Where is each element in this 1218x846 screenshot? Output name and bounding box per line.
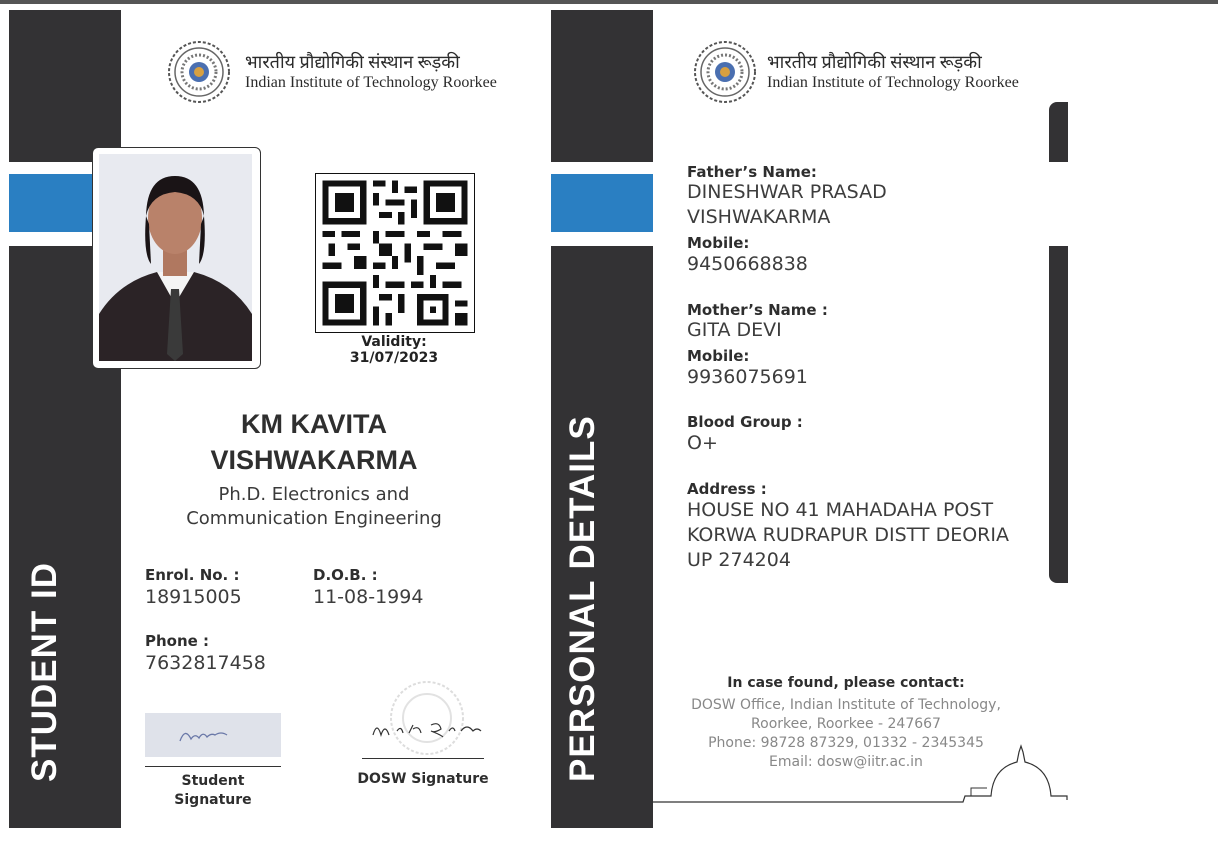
student-name-line2: VISHWAKARMA: [210, 445, 418, 475]
address-line1: HOUSE NO 41 MAHADAHA POST: [687, 499, 994, 521]
address-label: Address :: [687, 480, 767, 498]
mother-mobile-value: 9936075691: [687, 366, 808, 388]
institute-name-english: Indian Institute of Technology Roorkee: [245, 74, 497, 91]
blood-group-value: O+: [687, 432, 718, 454]
back-blue-accent-band: [551, 174, 653, 232]
student-signature-caption: [145, 772, 281, 810]
left-rail-top: [9, 10, 121, 162]
dosw-signature-image: [369, 715, 484, 743]
dosw-signature-caption: DOSW Signature: [357, 771, 489, 787]
validity-date: Validity: 31/07/2023: [349, 334, 439, 366]
contact-line3: Phone: 98728 87329, 01332 - 2345345: [708, 735, 984, 751]
building-outline-icon: [653, 740, 1069, 804]
student-id-card-back: [551, 10, 1071, 828]
program-line2: Communication Engineering: [186, 508, 442, 529]
back-right-tab-bottom: [1049, 246, 1068, 583]
student-signature-caption-line1: Student: [181, 773, 245, 789]
dosw-signature-line: [362, 758, 484, 759]
program: [139, 483, 489, 531]
address-line2: KORWA RUDRAPUR DISTT DEORIA: [687, 524, 1009, 546]
student-signature-image: [145, 713, 281, 757]
student-name-line1: KM KAVITA: [241, 409, 387, 439]
page-top-border: [0, 0, 1218, 4]
qr-code-icon: [315, 173, 475, 333]
address-line3: UP 274204: [687, 549, 791, 571]
father-name-line2: VISHWAKARMA: [687, 206, 831, 228]
back-institute-header: [693, 40, 1019, 104]
father-name-label: Father’s Name:: [687, 163, 817, 181]
program-line1: Ph.D. Electronics and: [218, 484, 410, 505]
father-mobile-value: 9450668838: [687, 253, 808, 275]
mother-name-value: GITA DEVI: [687, 319, 782, 341]
dob-label: D.O.B. :: [313, 566, 378, 584]
student-photo-frame: [92, 147, 261, 369]
enrol-value: 18915005: [145, 586, 242, 608]
student-photo: [99, 154, 252, 361]
father-mobile-label: Mobile:: [687, 234, 750, 252]
student-id-title: STUDENT ID: [25, 562, 64, 782]
institute-name-hindi: भारतीय प्रौद्योगिकी संस्थान रूड़की: [245, 52, 460, 72]
back-institute-name-hindi: भारतीय प्रौद्योगिकी संस्थान रूड़की: [767, 52, 982, 72]
institute-header: [167, 40, 497, 104]
dob-value: 11-08-1994: [313, 586, 424, 608]
contact-heading: In case found, please contact:: [727, 675, 965, 691]
contact-line4: Email: dosw@iitr.ac.in: [769, 754, 923, 770]
iit-roorkee-seal-icon: [167, 40, 231, 104]
mother-name-label: Mother’s Name :: [687, 301, 828, 319]
personal-details-title: PERSONAL DETAILS: [563, 415, 602, 782]
phone-value: 7632817458: [145, 652, 266, 674]
phone-label: Phone :: [145, 632, 210, 650]
student-id-card-front: [9, 10, 541, 828]
iit-roorkee-seal-icon: [693, 40, 757, 104]
back-left-rail-bottom: [551, 246, 653, 828]
student-name: [139, 406, 489, 478]
signature-scribble-icon: [145, 713, 281, 757]
enrol-label: Enrol. No. :: [145, 566, 240, 584]
student-signature-caption-line2: Signature: [174, 792, 252, 808]
back-left-rail-top: [551, 10, 653, 162]
mother-mobile-label: Mobile:: [687, 347, 750, 365]
father-name-line1: DINESHWAR PRASAD: [687, 181, 887, 203]
student-signature-line: [145, 766, 281, 767]
contact-line2: Roorkee, Roorkee - 247667: [751, 716, 941, 732]
blood-group-label: Blood Group :: [687, 413, 803, 431]
back-institute-name-english: Indian Institute of Technology Roorkee: [767, 74, 1019, 91]
back-right-tab-top: [1049, 102, 1068, 162]
contact-line1: DOSW Office, Indian Institute of Technology,: [691, 697, 1001, 713]
